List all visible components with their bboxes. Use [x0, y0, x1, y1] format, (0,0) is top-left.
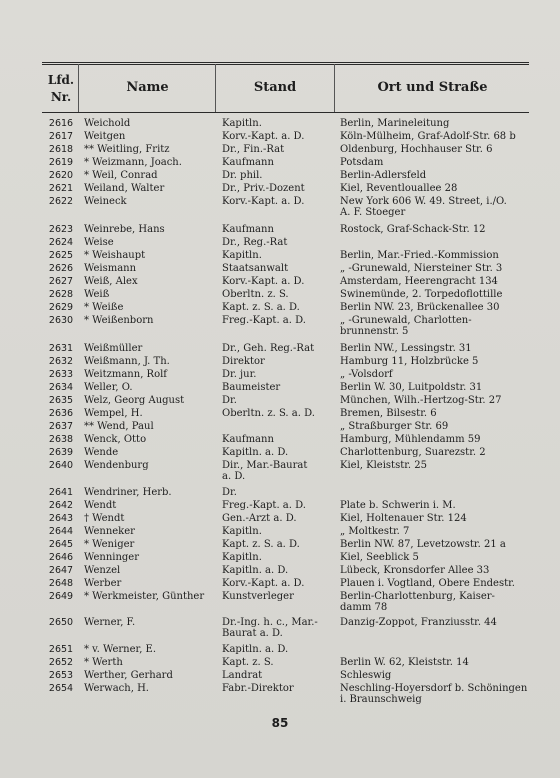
row-name: ** Wend, Paul — [84, 421, 154, 432]
row-number: 2627 — [48, 276, 74, 287]
row-ort: Kiel, Kleiststr. 25 — [340, 460, 427, 471]
row-stand: Kapitln. — [222, 526, 262, 537]
header-stand: Stand — [253, 80, 297, 95]
row-stand: Kapitln. — [222, 118, 262, 129]
row-ort: Berlin, Marineleitung — [340, 118, 450, 129]
row-number: 2649 — [48, 591, 74, 602]
row-number: 2639 — [48, 447, 74, 458]
row-number: 2624 — [48, 237, 74, 248]
row-name: Werther, Gerhard — [84, 670, 173, 681]
row-number: 2653 — [48, 670, 74, 681]
row-stand: Dr.-Ing. h. c., Mar.- Baurat a. D. — [222, 617, 318, 640]
row-name: Weiß, Alex — [84, 276, 138, 287]
row-number: 2634 — [48, 382, 74, 393]
row-stand: Fabr.-Direktor — [222, 683, 294, 694]
row-ort: Hamburg 11, Holzbrücke 5 — [340, 356, 479, 367]
row-number: 2647 — [48, 565, 74, 576]
row-number: 2628 — [48, 289, 74, 300]
row-stand: Kapitln. a. D. — [222, 447, 289, 458]
row-stand: Kaufmann — [222, 224, 274, 235]
row-name: Wendriner, Herb. — [84, 487, 172, 498]
row-ort: Berlin W. 30, Luitpoldstr. 31 — [340, 382, 483, 393]
header-rule — [42, 112, 529, 113]
row-number: 2623 — [48, 224, 74, 235]
row-ort: „ -Volsdorf — [340, 369, 393, 380]
row-number: 2621 — [48, 183, 74, 194]
row-name: Weißmüller — [84, 343, 143, 354]
row-number: 2629 — [48, 302, 74, 313]
row-stand: Kapt. z. S. a. D. — [222, 302, 300, 313]
row-number: 2654 — [48, 683, 74, 694]
row-name: Weise — [84, 237, 114, 248]
header-ort: Ort und Straße — [377, 80, 488, 95]
header-name: Name — [126, 80, 169, 95]
row-name: Wenninger — [84, 552, 139, 563]
row-stand: Korv.-Kapt. a. D. — [222, 131, 305, 142]
row-ort: Berlin NW. 87, Levetzowstr. 21 a — [340, 539, 506, 550]
row-name: * Weniger — [84, 539, 135, 550]
column-divider — [78, 64, 79, 112]
row-name: Werner, F. — [84, 617, 136, 628]
row-number: 2651 — [48, 644, 74, 655]
column-divider — [334, 64, 335, 112]
row-number: 2642 — [48, 500, 74, 511]
row-ort: München, Wilh.-Hertzog-Str. 27 — [340, 395, 502, 406]
row-name: Wendenburg — [84, 460, 149, 471]
row-number: 2625 — [48, 250, 74, 261]
row-stand: Dr., Fin.-Rat — [222, 144, 285, 155]
row-stand: Freg.-Kapt. a. D. — [222, 500, 306, 511]
row-name: † Wendt — [84, 513, 125, 524]
row-ort: Berlin, Mar.-Fried.-Kommission — [340, 250, 499, 261]
row-ort: „ -Grunewald, Niersteiner Str. 3 — [340, 263, 503, 274]
row-stand: Dir., Mar.-Baurat a. D. — [222, 460, 308, 483]
row-name: * Weizmann, Joach. — [84, 157, 182, 168]
row-stand: Staatsanwalt — [222, 263, 289, 274]
row-name: * Werth — [84, 657, 123, 668]
row-name: Wenck, Otto — [84, 434, 147, 445]
row-number: 2640 — [48, 460, 74, 471]
row-stand: Kapitln. a. D. — [222, 644, 289, 655]
row-ort: Berlin-Adlersfeld — [340, 170, 427, 181]
row-ort: Berlin NW., Lessingstr. 31 — [340, 343, 472, 354]
row-ort: Kiel, Seeblick 5 — [340, 552, 419, 563]
row-stand: Landrat — [222, 670, 263, 681]
row-stand: Dr., Priv.-Dozent — [222, 183, 305, 194]
row-number: 2646 — [48, 552, 74, 563]
row-stand: Baumeister — [222, 382, 281, 393]
row-name: Werber — [84, 578, 122, 589]
row-ort: „ Moltkestr. 7 — [340, 526, 410, 537]
row-stand: Korv.-Kapt. a. D. — [222, 276, 305, 287]
row-stand: Kunstverleger — [222, 591, 294, 602]
row-stand: Kapitln. — [222, 250, 262, 261]
row-number: 2619 — [48, 157, 74, 168]
row-stand: Kapt. z. S. a. D. — [222, 539, 300, 550]
row-number: 2633 — [48, 369, 74, 380]
row-number: 2616 — [48, 118, 74, 129]
row-stand: Dr. — [222, 487, 237, 498]
row-stand: Dr. jur. — [222, 369, 257, 380]
row-stand: Dr. — [222, 395, 237, 406]
row-ort: Amsterdam, Heerengracht 134 — [340, 276, 498, 287]
row-name: Weller, O. — [84, 382, 133, 393]
row-name: Wendt — [84, 500, 117, 511]
row-name: * Weishaupt — [84, 250, 146, 261]
row-number: 2652 — [48, 657, 74, 668]
row-name: Weichold — [84, 118, 131, 129]
row-ort: Lübeck, Kronsdorfer Allee 33 — [340, 565, 490, 576]
row-ort: Rostock, Graf-Schack-Str. 12 — [340, 224, 486, 235]
page-number: 85 — [271, 716, 289, 730]
row-name: * v. Werner, E. — [84, 644, 157, 655]
row-stand: Kaufmann — [222, 434, 274, 445]
row-ort: Köln-Mülheim, Graf-Adolf-Str. 68 b — [340, 131, 516, 142]
row-number: 2618 — [48, 144, 74, 155]
row-number: 2636 — [48, 408, 74, 419]
row-stand: Korv.-Kapt. a. D. — [222, 196, 305, 207]
row-stand: Korv.-Kapt. a. D. — [222, 578, 305, 589]
row-stand: Oberltn. z. S. — [222, 289, 289, 300]
row-ort: Kiel, Reventlouallee 28 — [340, 183, 458, 194]
row-stand: Dr., Geh. Reg.-Rat — [222, 343, 315, 354]
row-ort: Bremen, Bilsestr. 6 — [340, 408, 437, 419]
row-ort: Hamburg, Mühlendamm 59 — [340, 434, 481, 445]
row-name: Welz, Georg August — [84, 395, 185, 406]
row-ort: Berlin-Charlottenburg, Kaiser- damm 78 — [340, 591, 495, 614]
row-number: 2650 — [48, 617, 74, 628]
row-name: Weismann — [84, 263, 137, 274]
row-ort: Swinemünde, 2. Torpedoflottille — [340, 289, 503, 300]
row-stand: Gen.-Arzt a. D. — [222, 513, 297, 524]
row-name: Wenzel — [84, 565, 121, 576]
row-stand: Kapitln. a. D. — [222, 565, 289, 576]
row-ort: Oldenburg, Hochhauser Str. 6 — [340, 144, 493, 155]
row-ort: Plauen i. Vogtland, Obere Endestr. — [340, 578, 515, 589]
row-name: * Werkmeister, Günther — [84, 591, 205, 602]
row-number: 2620 — [48, 170, 74, 181]
row-name: Wende — [84, 447, 119, 458]
row-name: Weiland, Walter — [84, 183, 165, 194]
row-name: Werwach, H. — [84, 683, 149, 694]
row-number: 2643 — [48, 513, 74, 524]
row-ort: „ -Grunewald, Charlotten- brunnenstr. 5 — [340, 315, 472, 338]
row-stand: Freg.-Kapt. a. D. — [222, 315, 306, 326]
row-name: Weitgen — [84, 131, 126, 142]
row-ort: New York 606 W. 49. Street, i./O. A. F. Stoeger — [340, 196, 507, 219]
row-ort: Plate b. Schwerin i. M. — [340, 500, 456, 511]
row-name: ** Weitling, Fritz — [84, 144, 170, 155]
row-number: 2644 — [48, 526, 74, 537]
row-stand: Direktor — [222, 356, 265, 367]
row-ort: Schleswig — [340, 670, 392, 681]
row-name: * Weil, Conrad — [84, 170, 158, 181]
row-number: 2631 — [48, 343, 74, 354]
row-number: 2632 — [48, 356, 74, 367]
row-number: 2617 — [48, 131, 74, 142]
row-name: Weinrebe, Hans — [84, 224, 165, 235]
row-name: Wempel, H. — [84, 408, 143, 419]
row-stand: Kaufmann — [222, 157, 274, 168]
row-ort: Berlin NW. 23, Brückenallee 30 — [340, 302, 500, 313]
row-number: 2626 — [48, 263, 74, 274]
row-ort: Danzig-Zoppot, Franziusstr. 44 — [340, 617, 497, 628]
row-stand: Kapitln. — [222, 552, 262, 563]
top-double-rule — [42, 62, 529, 65]
row-stand: Dr., Reg.-Rat — [222, 237, 288, 248]
row-stand: Dr. phil. — [222, 170, 263, 181]
row-stand: Oberltn. z. S. a. D. — [222, 408, 315, 419]
row-name: Weitzmann, Rolf — [84, 369, 167, 380]
row-name: Wenneker — [84, 526, 135, 537]
row-ort: „ Straßburger Str. 69 — [340, 421, 449, 432]
row-ort: Potsdam — [340, 157, 384, 168]
row-name: * Weiße — [84, 302, 124, 313]
row-number: 2622 — [48, 196, 74, 207]
row-number: 2641 — [48, 487, 74, 498]
row-number: 2630 — [48, 315, 74, 326]
row-number: 2635 — [48, 395, 74, 406]
row-name: Weiß — [84, 289, 110, 300]
row-name: Weißmann, J. Th. — [84, 356, 170, 367]
row-number: 2637 — [48, 421, 74, 432]
row-name: Weineck — [84, 196, 127, 207]
row-ort: Charlottenburg, Suarezstr. 2 — [340, 447, 486, 458]
row-number: 2648 — [48, 578, 74, 589]
row-number: 2638 — [48, 434, 74, 445]
row-ort: Berlin W. 62, Kleiststr. 14 — [340, 657, 469, 668]
row-ort: Kiel, Holtenauer Str. 124 — [340, 513, 467, 524]
row-number: 2645 — [48, 539, 74, 550]
row-ort: Neschling-Hoyersdorf b. Schöningen i. Braunschweig — [340, 683, 528, 706]
row-name: * Weißenborn — [84, 315, 154, 326]
row-stand: Kapt. z. S. — [222, 657, 274, 668]
header-nr: Lfd. Nr. — [47, 73, 75, 104]
